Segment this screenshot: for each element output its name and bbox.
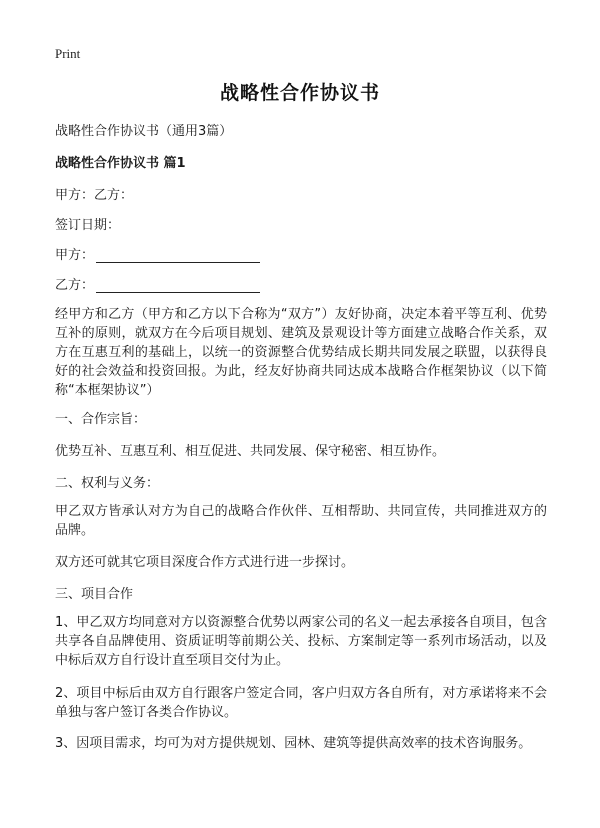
section2-heading: 二、权利与义务： bbox=[55, 476, 160, 491]
section3-item-3: 3、因项目需求，均可为对方提供规划、园林、建筑等提供高效率的技术咨询服务。 bbox=[55, 736, 532, 751]
signature-party-b bbox=[55, 274, 260, 293]
print-link[interactable]: Print bbox=[55, 46, 81, 61]
signature-party-a-label: 甲方： bbox=[55, 248, 95, 263]
signature-party-a-line bbox=[96, 248, 260, 263]
section3-item-2: 2、项目中标后由双方自行跟客户签定合同，客户归双方各自所有，对方承诺将来不会单独与客户签订各类合作协议。 bbox=[55, 686, 547, 720]
section3-item-1: 1、甲乙双方均同意对方以资源整合优势以两家公司的名义一起去承接各自项目，包含共享各自品牌使用、资质证明等前期公关、投标、方案制定等一系列市场活动，以及中标后双方自行设计直至项目交付为止。 bbox=[55, 615, 547, 668]
intro-paragraph: 经甲方和乙方（甲方和乙方以下合称为“双方”）友好协商，决定本着平等互利、优势互补的原则，就双方在今后项目规划、建筑及景观设计等方面建立战略合作关系，双方在互惠互利的基础上，以统一的资源整合优势结成长期共同发展之联盟，以获得良好的社会效益和投资回报。为此，经友好协商共同达成本战略合作框架协议（以下简称“本框架协议”） bbox=[55, 307, 547, 398]
signature-party-b-line bbox=[96, 278, 260, 293]
section2-text: 甲乙双方皆承认对方为自己的战略合作伙伴、互相帮助、共同宣传，共同推进双方的品牌。 bbox=[55, 504, 547, 538]
document-subtitle: 战略性合作协议书（通用3篇） bbox=[55, 124, 233, 139]
section1-text: 优势互补、互惠互利、相互促进、共同发展、保守秘密、相互协作。 bbox=[55, 444, 446, 459]
section3-heading: 三、项目合作 bbox=[55, 587, 134, 602]
section1-heading: 一、合作宗旨： bbox=[55, 412, 147, 427]
signature-party-b-label: 乙方： bbox=[55, 278, 95, 293]
party-line: 甲方：乙方： bbox=[55, 188, 134, 203]
sign-date-label: 签订日期： bbox=[55, 218, 121, 233]
section2-text2: 双方还可就其它项目深度合作方式进行进一步探讨。 bbox=[55, 555, 355, 570]
chapter-heading: 战略性合作协议书 篇1 bbox=[55, 156, 186, 171]
document-title: 战略性合作协议书 bbox=[219, 82, 380, 104]
signature-party-a bbox=[55, 244, 260, 263]
